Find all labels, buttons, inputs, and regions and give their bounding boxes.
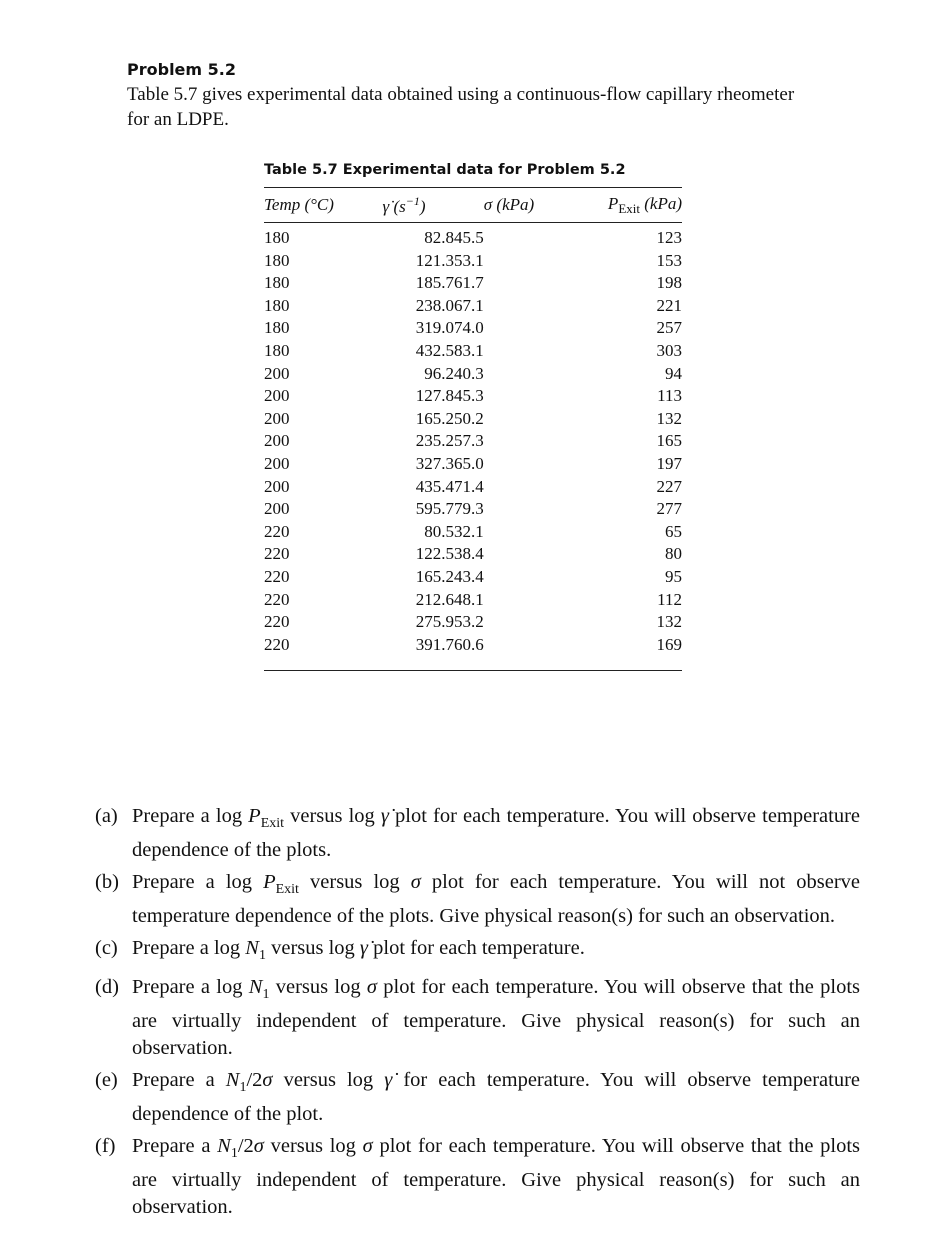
cell-pexit: 153: [656, 250, 682, 270]
cell-temp: 180: [264, 295, 290, 315]
cell-stress: 43.4: [454, 566, 484, 586]
pexit-symbol: P: [607, 193, 619, 213]
part-d-text: versus log: [269, 976, 367, 998]
cell-stress: 40.3: [454, 363, 484, 383]
part-d-text: Prepare a log: [132, 976, 249, 998]
problem-parts: [95, 803, 860, 1226]
cell-temp: 180: [264, 228, 290, 247]
part-e-sub: 1: [239, 1080, 247, 1095]
part-a-var: γ̇: [380, 805, 389, 827]
table-row: [264, 634, 682, 671]
part-f-text: versus log: [263, 1135, 363, 1157]
part-f-text: Prepare a: [132, 1135, 218, 1157]
table-row: [264, 453, 682, 476]
part-e-var: σ: [262, 1069, 273, 1091]
cell-temp: 200: [264, 363, 290, 383]
cell-pexit: 123: [656, 228, 682, 247]
table-row: [264, 295, 682, 318]
part-d-text: plot for each temperature. You will observe that the plots are virtually independent of temperature. Give physical reason(s) for such an observation.: [132, 976, 861, 1059]
cell-shear-rate: 96.2: [424, 363, 454, 383]
cell-pexit: 165: [656, 431, 682, 451]
part-a-sub: Exit: [260, 816, 285, 831]
cell-pexit: 227: [656, 476, 682, 496]
part-e-text: versus log: [272, 1069, 385, 1091]
cell-shear-rate: 185.7: [415, 273, 454, 293]
table-row: [264, 611, 682, 634]
shear-rate-unit-exponent: −1: [405, 193, 420, 208]
part-d-sub: 1: [262, 987, 270, 1002]
cell-pexit: 112: [657, 589, 682, 609]
cell-stress: 38.4: [454, 544, 484, 564]
cell-stress: 32.1: [454, 521, 484, 541]
cell-stress: 45.3: [454, 386, 484, 406]
cell-pexit: 257: [656, 318, 682, 338]
table-row: [264, 430, 682, 453]
part-b-text: Prepare a log: [132, 871, 264, 893]
part-e-label: (e): [95, 1069, 118, 1091]
part-a-text: plot for each temperature. You will observe temperature dependence of the plots.: [132, 805, 861, 861]
cell-temp: 200: [264, 499, 290, 519]
table-row: [264, 385, 682, 408]
part-e-text: /2: [246, 1069, 263, 1091]
part-e-var: N: [225, 1069, 240, 1091]
cell-temp: 200: [264, 476, 290, 496]
table-row: [264, 521, 682, 544]
part-f-var: σ: [253, 1135, 264, 1157]
part-e: [95, 1067, 860, 1128]
part-c-var: γ̇: [359, 937, 368, 959]
cell-temp: 220: [264, 544, 290, 564]
table-row: [264, 543, 682, 566]
part-d-var: σ: [366, 976, 378, 998]
part-b-sub: Exit: [275, 882, 299, 897]
cell-shear-rate: 212.6: [415, 589, 454, 609]
part-a-text: Prepare a log: [132, 805, 249, 827]
cell-temp: 220: [264, 566, 290, 586]
table-row: [264, 589, 682, 612]
cell-temp: 180: [264, 250, 290, 270]
cell-stress: 65.0: [454, 453, 484, 473]
part-b-var: σ: [410, 871, 421, 893]
table-row: [264, 340, 682, 363]
cell-pexit: 221: [656, 295, 682, 315]
part-f-label: (f): [95, 1135, 116, 1157]
cell-shear-rate: 165.2: [415, 408, 454, 428]
table-row: [264, 363, 682, 386]
cell-stress: 74.0: [454, 318, 484, 338]
part-a-label: (a): [95, 805, 118, 827]
cell-pexit: 113: [657, 386, 682, 406]
cell-shear-rate: 391.7: [415, 634, 454, 654]
shear-rate-unit: (s: [393, 196, 406, 216]
part-b-label: (b): [95, 871, 119, 893]
cell-shear-rate: 319.0: [415, 318, 454, 338]
part-d-var: N: [248, 976, 263, 998]
cell-stress: 60.6: [454, 634, 484, 654]
table-row: [264, 476, 682, 499]
part-e-text: for each temperature. You will observe temperature dependence of the plot.: [132, 1069, 861, 1125]
table-row: [264, 272, 682, 295]
table-row: [264, 498, 682, 521]
part-f-sub: 1: [230, 1146, 238, 1161]
cell-temp: 200: [264, 431, 290, 451]
cell-temp: 220: [264, 589, 290, 609]
part-c-text: Prepare a log: [132, 937, 246, 959]
table-row: [264, 566, 682, 589]
table-row: [264, 317, 682, 340]
part-b-var: P: [263, 871, 276, 893]
cell-pexit: 65: [665, 521, 682, 541]
part-c-var: N: [245, 937, 259, 959]
cell-stress: 61.7: [454, 273, 484, 293]
cell-shear-rate: 82.8: [424, 228, 454, 247]
part-c-sub: 1: [258, 948, 266, 963]
cell-pexit: 198: [656, 273, 682, 293]
cell-temp: 180: [264, 318, 290, 338]
part-b: [95, 869, 860, 930]
table-body: [264, 223, 682, 671]
cell-pexit: 95: [665, 566, 682, 586]
cell-stress: 79.3: [454, 499, 484, 519]
cell-shear-rate: 238.0: [415, 295, 454, 315]
problem-intro: Table 5.7 gives experimental data obtained using a continuous-flow capillary rheometer for an LDPE.: [127, 84, 795, 130]
data-table: [264, 187, 682, 671]
cell-shear-rate: 80.5: [424, 521, 454, 541]
cell-shear-rate: 122.5: [415, 544, 454, 564]
part-c-label: (c): [95, 937, 118, 959]
cell-stress: 50.2: [454, 408, 484, 428]
cell-temp: 220: [264, 521, 290, 541]
cell-shear-rate: 235.2: [415, 431, 454, 451]
cell-stress: 53.1: [454, 250, 484, 270]
cell-pexit: 94: [665, 363, 682, 383]
pexit-unit: (kPa): [644, 193, 682, 213]
cell-shear-rate: 432.5: [415, 340, 454, 360]
cell-stress: 71.4: [454, 476, 484, 496]
cell-pexit: 80: [665, 544, 682, 564]
shear-rate-symbol: γ̇: [382, 196, 390, 216]
cell-stress: 45.5: [454, 228, 484, 247]
cell-shear-rate: 165.2: [415, 566, 454, 586]
part-d: [95, 974, 860, 1062]
cell-temp: 180: [264, 340, 290, 360]
part-b-text: plot for each temperature. You will not observe temperature dependence of the plots. Give physical reason(s) for such an observation.: [132, 871, 860, 927]
table-row: [264, 408, 682, 431]
part-b-text: versus log: [298, 871, 411, 893]
header-stress: σ (kPa): [483, 195, 535, 214]
cell-shear-rate: 121.3: [415, 250, 454, 270]
data-table-container: [264, 187, 682, 671]
part-c-text: plot for each temperature.: [368, 937, 585, 959]
cell-pexit: 132: [656, 612, 682, 632]
part-e-var: γ̇: [384, 1069, 393, 1091]
cell-pexit: 277: [656, 499, 682, 519]
part-c: [95, 935, 860, 969]
part-a: [95, 803, 860, 864]
table-header-row: [264, 188, 682, 223]
cell-stress: 57.3: [454, 431, 484, 451]
problem-title: Problem 5.2: [127, 60, 236, 79]
part-f-text: plot for each temperature. You will observe that the plots are virtually independent of temperature. Give physical reason(s) for such an observation.: [132, 1135, 860, 1218]
header-pexit: [564, 188, 682, 223]
cell-stress: 83.1: [454, 340, 484, 360]
cell-shear-rate: 127.8: [415, 386, 454, 406]
cell-shear-rate: 327.3: [415, 453, 454, 473]
cell-stress: 53.2: [454, 612, 484, 632]
cell-temp: 200: [264, 386, 290, 406]
shear-rate-unit-close: ): [419, 196, 426, 216]
cell-stress: 67.1: [454, 295, 484, 315]
part-a-text: versus log: [284, 805, 381, 827]
header-temp: Temp (°C): [264, 195, 334, 214]
part-f-var: N: [217, 1135, 231, 1157]
cell-temp: 200: [264, 453, 290, 473]
part-f: [95, 1133, 860, 1221]
part-f-text: /2: [237, 1135, 254, 1157]
part-c-text: versus log: [265, 937, 360, 959]
table-caption: Table 5.7 Experimental data for Problem 5.2: [264, 162, 626, 178]
cell-temp: 180: [264, 273, 290, 293]
cell-temp: 200: [264, 408, 290, 428]
cell-pexit: 197: [656, 453, 682, 473]
cell-pexit: 132: [656, 408, 682, 428]
header-shear-rate: [354, 188, 454, 223]
cell-pexit: 169: [656, 634, 682, 654]
cell-temp: 220: [264, 612, 290, 632]
cell-shear-rate: 435.4: [415, 476, 454, 496]
cell-pexit: 303: [656, 340, 682, 360]
part-d-label: (d): [95, 976, 119, 998]
part-a-var: P: [248, 805, 261, 827]
cell-shear-rate: 595.7: [415, 499, 454, 519]
table-row: [264, 223, 682, 250]
part-f-var: σ: [362, 1135, 373, 1157]
cell-stress: 48.1: [454, 589, 484, 609]
table-row: [264, 250, 682, 273]
part-e-text: Prepare a: [132, 1069, 226, 1091]
cell-shear-rate: 275.9: [415, 612, 454, 632]
pexit-subscript: Exit: [618, 200, 640, 216]
cell-temp: 220: [264, 634, 290, 654]
